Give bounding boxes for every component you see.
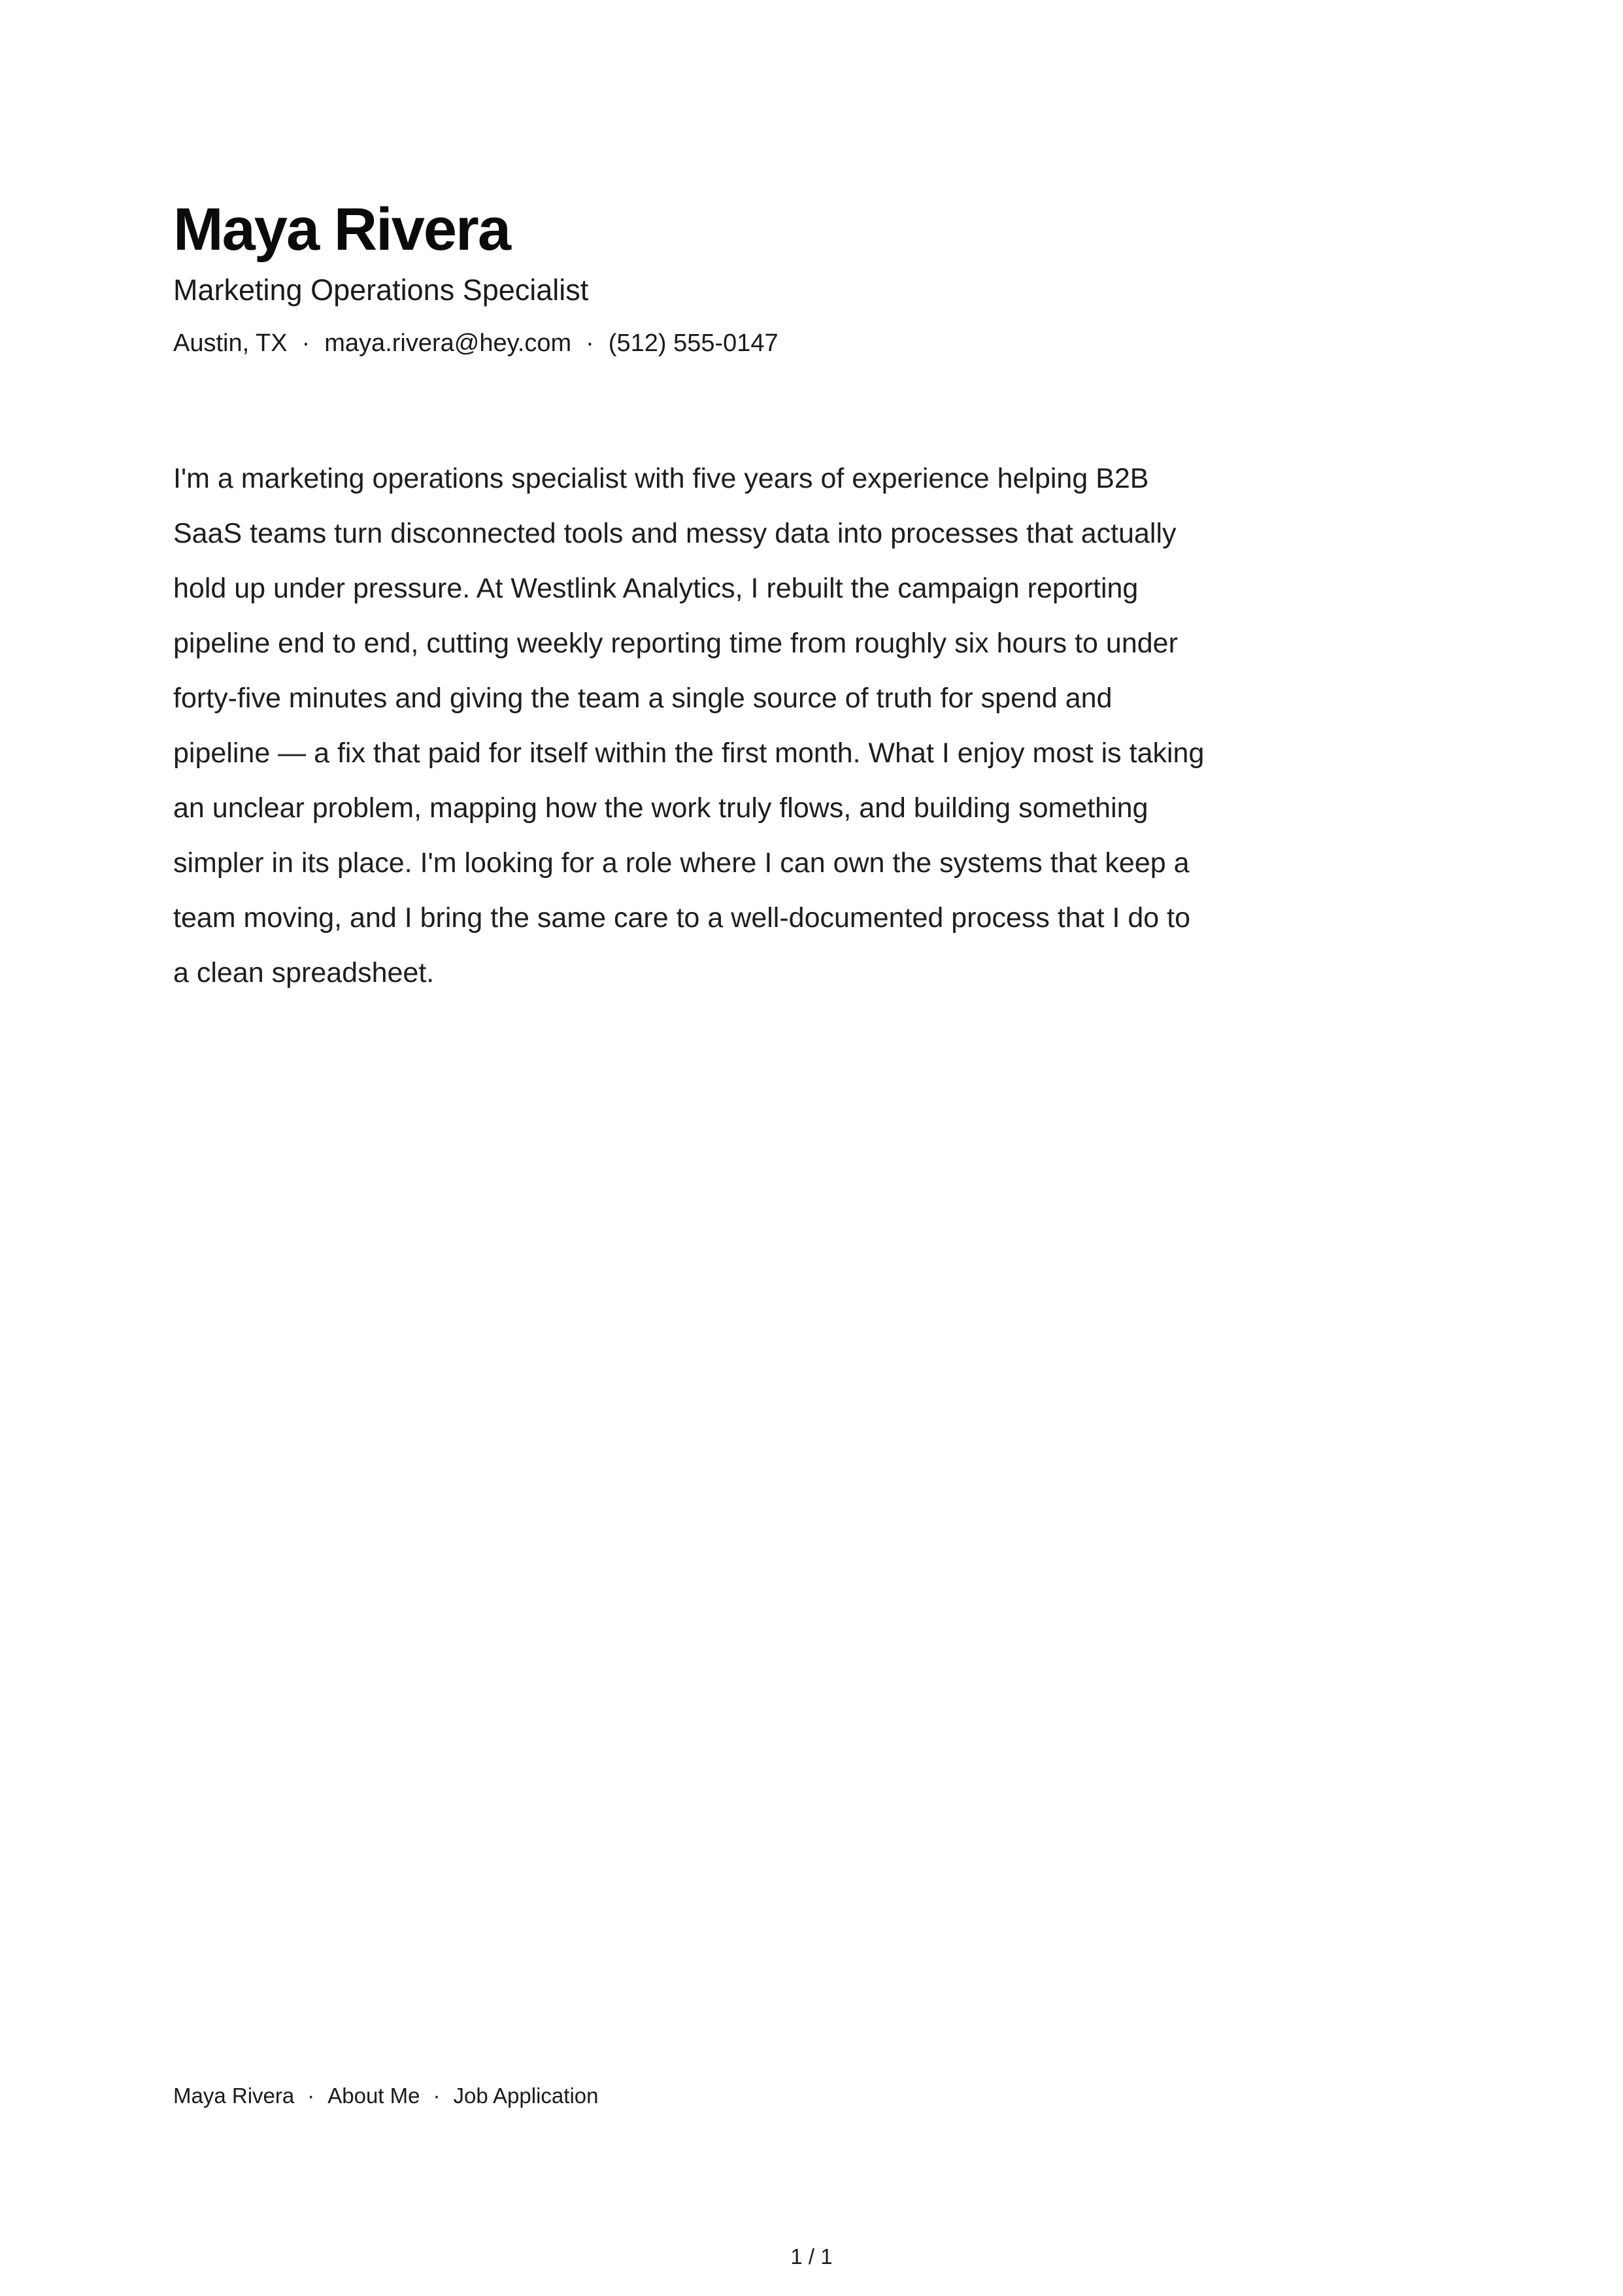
footer-document: Job Application: [453, 2084, 599, 2108]
footer-separator: ·: [307, 2084, 315, 2108]
footer-name: Maya Rivera: [173, 2084, 295, 2108]
bio-paragraph: I'm a marketing operations specialist with five years of experience helping B2B SaaS teams turn disconnected tools and messy data into processes that actually hold up under pressure. At Westlink Analytics, I rebuilt the campaign reporting pipeline end to end, cutting weekly reporting time from roughly six hours to under forty-five minutes and giving the team a single source of truth for spend and pipeline — a fix that paid for itself within the first month. What I enjoy most is taking an unclear problem, mapping how the work truly flows, and building something simpler in its place. I'm looking for a role where I can own the systems that keep a team moving, and I bring the same care to a well-documented process that I do to a clean spreadsheet.: [173, 463, 1205, 988]
page-footer: [173, 2082, 598, 2110]
contact-location: Austin, TX: [173, 329, 288, 357]
page-number: 1 / 1: [790, 2244, 833, 2269]
profile-job-title: Marketing Operations Specialist: [173, 273, 589, 307]
footer-section: About Me: [327, 2084, 420, 2108]
contact-separator: ·: [301, 329, 310, 357]
contact-phone: (512) 555-0147: [608, 329, 778, 357]
footer-separator: ·: [433, 2084, 441, 2108]
contact-email: maya.rivera@hey.com: [324, 329, 572, 357]
contact-line: [173, 327, 1252, 360]
contact-separator: ·: [586, 329, 594, 357]
profile-header: [173, 194, 1252, 360]
profile-name: Maya Rivera: [173, 196, 510, 263]
